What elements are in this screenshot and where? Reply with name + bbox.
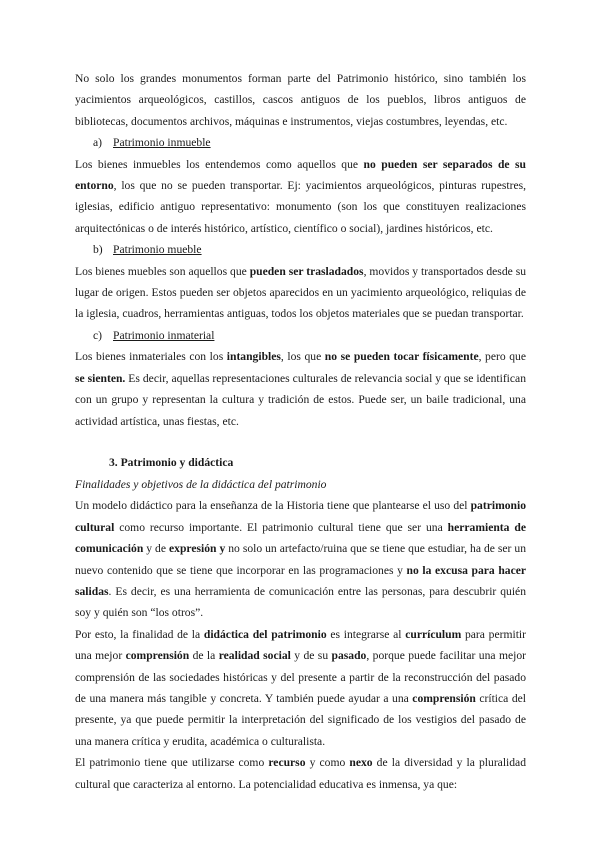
bold-run: didáctica del patrimonio bbox=[203, 627, 327, 641]
bold-run: pueden ser trasladados bbox=[249, 264, 364, 278]
list-marker: c) bbox=[93, 328, 103, 342]
intro-paragraph: No solo los grandes monumentos forman parte del Patrimonio histórico, sino también los yacimientos arqueológicos, castillos, cascos antiguos de los pueblos, libros antiguos de bibliotecas, documentos archivos, máquinas e instrumentos, viejas costumbres, leyendas, etc. bbox=[75, 72, 526, 128]
section-heading: 3. Patrimonio y didáctica bbox=[109, 455, 234, 469]
bold-run: se sienten. bbox=[75, 371, 126, 385]
bold-run: nexo bbox=[349, 756, 373, 770]
list-marker: a) bbox=[93, 136, 103, 150]
bold-run: recurso bbox=[268, 756, 306, 770]
paragraph-inmaterial bbox=[75, 346, 526, 432]
text-run: Por esto, la finalidad de la bbox=[75, 627, 204, 641]
text-run: no solo un artefacto/ruina que se tiene que estudiar, ha de ser un nuevo contenido que se tiene que incorporar en las programaciones y bbox=[75, 542, 527, 577]
bold-run: intangibles bbox=[226, 350, 281, 364]
bold-run: no pueden ser separados de su entorno bbox=[75, 157, 526, 193]
bold-run: comprensión bbox=[412, 691, 476, 705]
text-run: es integrarse al bbox=[326, 627, 406, 641]
text-run: , los que bbox=[280, 350, 325, 364]
text-run: Los bienes muebles son aquellos que bbox=[75, 264, 250, 278]
bold-run: currículum bbox=[405, 627, 462, 641]
list-item-title: Patrimonio inmueble bbox=[113, 136, 211, 150]
bold-run: comprensión bbox=[125, 649, 190, 663]
text-run: y de su bbox=[290, 649, 332, 663]
text-run: El patrimonio tiene que utilizarse como bbox=[75, 756, 269, 770]
text-run: , porque puede facilitar una mejor comprensión de las sociedades históricas y del presente a partir de la reconstrucción del pasado de una manera más tangible y concreta. Y también puede ayudar a una bbox=[75, 649, 526, 705]
bold-run: expresión y bbox=[169, 542, 226, 556]
text-run: , los que no se pueden transportar. Ej: yacimientos arqueológicos, pinturas rupestres, iglesias, edificio antiguo representativo: monumento (son los que constituyen realizaciones arquitectónicas o de interés histórico, artístico, científico o social), jardines históricos, etc. bbox=[75, 179, 526, 235]
list-item-patrimonio-inmaterial bbox=[93, 325, 526, 346]
text-run: y como bbox=[305, 756, 350, 770]
text-run: Los bienes inmateriales con los bbox=[75, 350, 227, 364]
list-item-title: Patrimonio mueble bbox=[113, 243, 202, 257]
list-marker: b) bbox=[93, 243, 103, 257]
paragraph-modelo-didactico bbox=[75, 495, 526, 623]
text-run: , pero que bbox=[478, 350, 526, 364]
paragraph-mueble bbox=[75, 261, 526, 325]
bold-run: no la excusa para hacer salidas bbox=[75, 563, 527, 598]
list-item-patrimonio-inmueble bbox=[93, 132, 526, 153]
list-item-patrimonio-mueble bbox=[93, 239, 526, 260]
text-run: , movidos y transportados desde su lugar de origen. Estos pueden ser objetos aparecidos en un yacimiento arqueológico, reliquias de la iglesia, cuadros, herramientas antiguas, todos los objetos materiales que se puedan transportar. bbox=[75, 264, 526, 321]
paragraph-recurso bbox=[75, 752, 526, 795]
bold-run: herramienta de comunicación bbox=[75, 520, 526, 556]
paragraph-inmueble bbox=[75, 154, 526, 240]
text-run: como recurso importante. El patrimonio cultural tiene que ser una bbox=[114, 520, 448, 534]
text-run: Los bienes inmuebles los entendemos como aquellos que bbox=[75, 157, 364, 171]
text-run: . Es decir, es una herramienta de comunicación entre las personas, para descubrir quién soy y quién son “los otros”. bbox=[75, 584, 526, 620]
list-item-title: Patrimonio inmaterial bbox=[113, 328, 215, 342]
text-run: de la bbox=[189, 649, 219, 663]
text-run: y de bbox=[143, 542, 169, 556]
text-run: Un modelo didáctico para la enseñanza de la Historia tiene que plantearse el uso del bbox=[75, 499, 471, 513]
text-run: para permitir una mejor bbox=[75, 627, 526, 663]
bold-run: realidad social bbox=[218, 649, 291, 663]
bold-run: patrimonio cultural bbox=[75, 499, 526, 534]
document-body bbox=[75, 68, 526, 795]
paragraph-finalidad bbox=[75, 624, 526, 752]
text-run: Es decir, aquellas representaciones culturales de relevancia social y que se identifican con un grupo y representan la cultura y tradición de estos. Puede ser, un baile tradicional, una actividad artística, unas fiestas, etc. bbox=[75, 371, 526, 428]
text-run: crítica del presente, ya que puede permitir la interpretación del significado de los vestigios del pasado de una manera crítica y erudita, académica o culturalista. bbox=[75, 691, 526, 748]
section-subheading: Finalidades y objetivos de la didáctica del patrimonio bbox=[75, 477, 327, 491]
bold-run: pasado bbox=[331, 649, 367, 663]
text-run: de la diversidad y la pluralidad cultural que caracteriza al entorno. La potencialidad educativa es inmensa, ya que: bbox=[75, 756, 527, 791]
bold-run: no se pueden tocar físicamente bbox=[324, 350, 479, 364]
